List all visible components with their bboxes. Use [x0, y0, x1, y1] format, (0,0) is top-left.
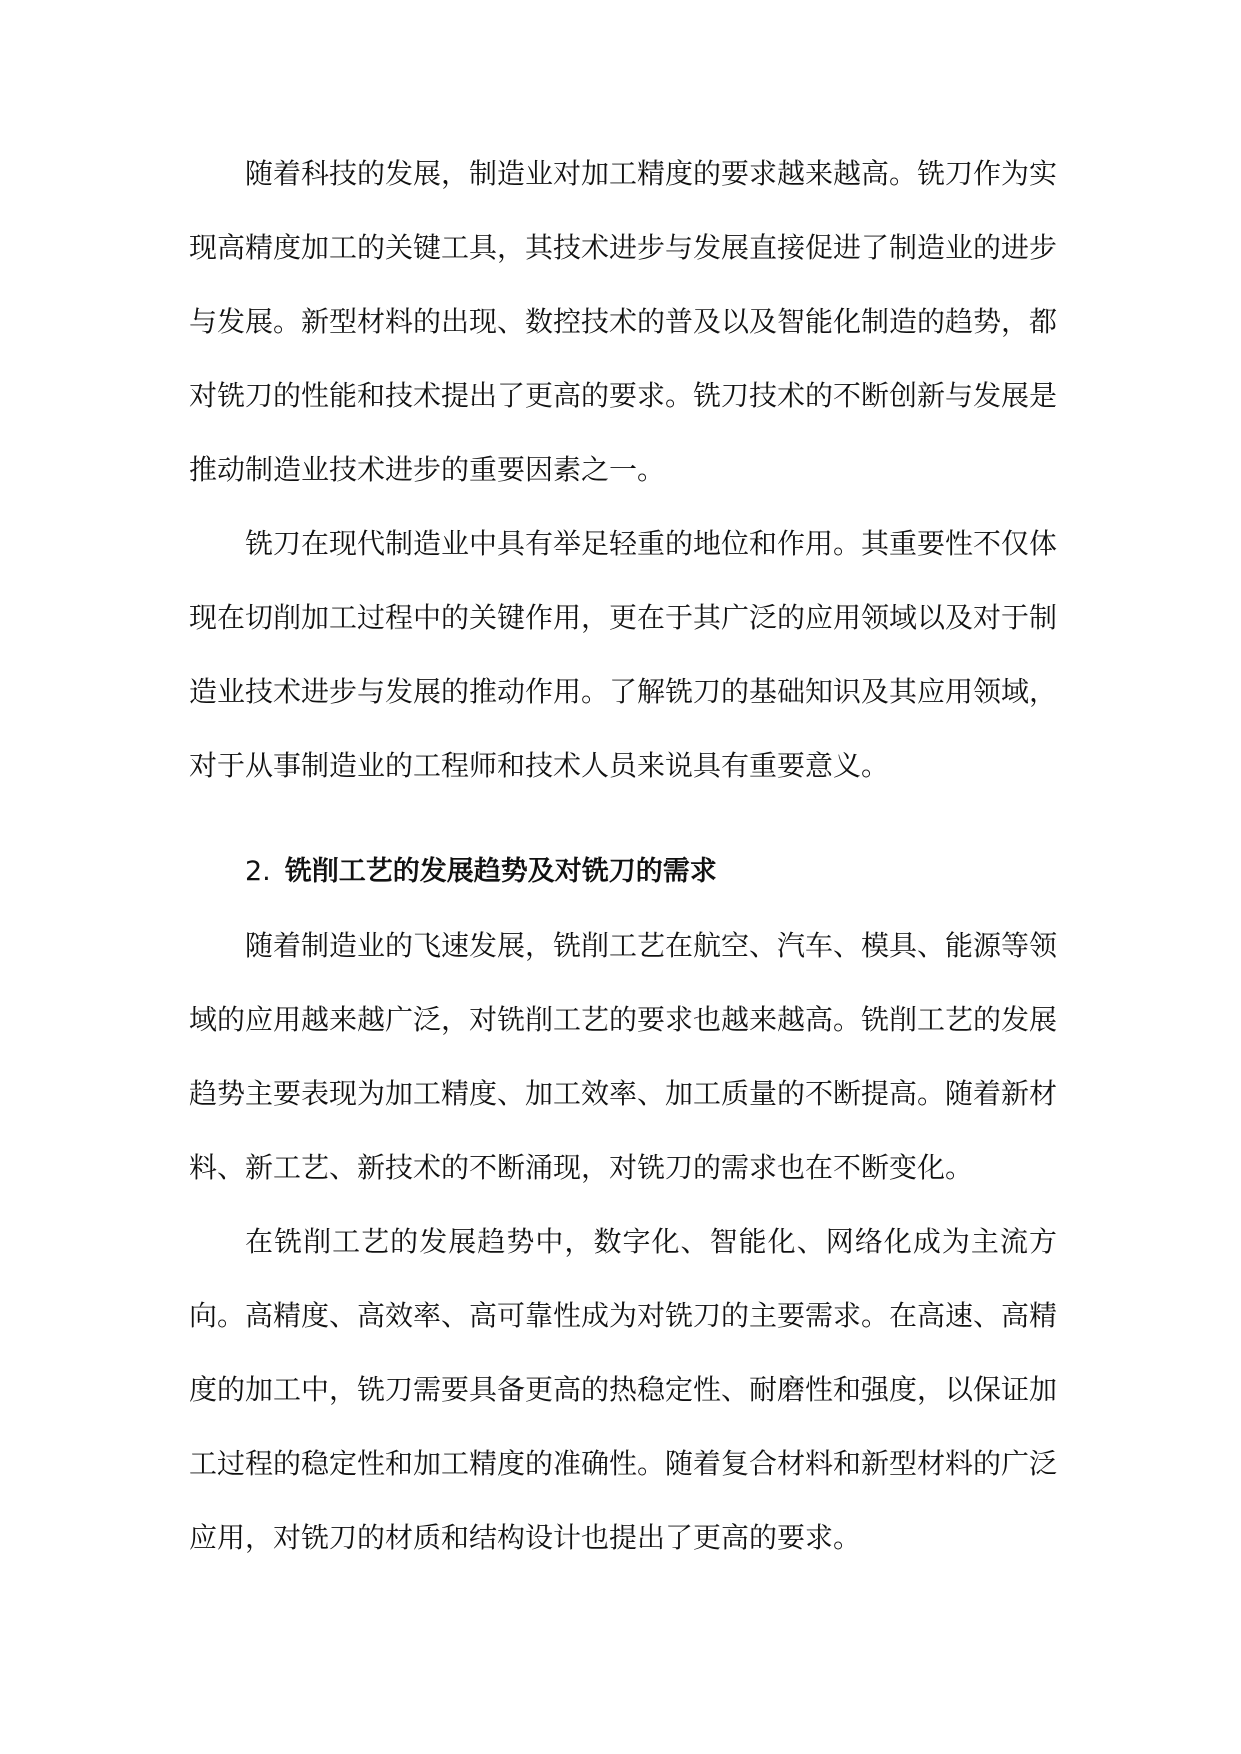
body-paragraph-3: 随着制造业的飞速发展，铣削工艺在航空、汽车、模具、能源等领域的应用越来越广泛，对铣削工艺的要求也越来越高。铣削工艺的发展趋势主要表现为加工精度、加工效率、加工质量的不断提高。随着新材料、新工艺、新技术的不断涌现，对铣刀的需求也在不断变化。: [189, 929, 1058, 1184]
body-paragraph-2: 铣刀在现代制造业中具有举足轻重的地位和作用。其重要性不仅体现在切削加工过程中的关键作用，更在于其广泛的应用领域以及对于制造业技术进步与发展的推动作用。了解铣刀的基础知识及其应用领域，对于从事制造业的工程师和技术人员来说具有重要意义。: [189, 527, 1058, 782]
section-title: 铣削工艺的发展趋势及对铣刀的需求: [284, 856, 717, 887]
body-paragraph-4: 在铣削工艺的发展趋势中，数字化、智能化、网络化成为主流方向。高精度、高效率、高可靠性成为对铣刀的主要需求。在高速、高精度的加工中，铣刀需要具备更高的热稳定性、耐磨性和强度，以保证加工过程的稳定性和加工精度的准确性。随着复合材料和新型材料的广泛应用，对铣刀的材质和结构设计也提出了更高的要求。: [189, 1225, 1058, 1554]
body-paragraph-1: 随着科技的发展，制造业对加工精度的要求越来越高。铣刀作为实现高精度加工的关键工具，其技术进步与发展直接促进了制造业的进步与发展。新型材料的出现、数控技术的普及以及智能化制造的趋势，都对铣刀的性能和技术提出了更高的要求。铣刀技术的不断创新与发展是推动制造业技术进步的重要因素之一。: [189, 157, 1058, 486]
section-number: 2.: [245, 856, 271, 887]
section-heading: [189, 835, 1057, 909]
document-body: [189, 137, 1057, 1575]
